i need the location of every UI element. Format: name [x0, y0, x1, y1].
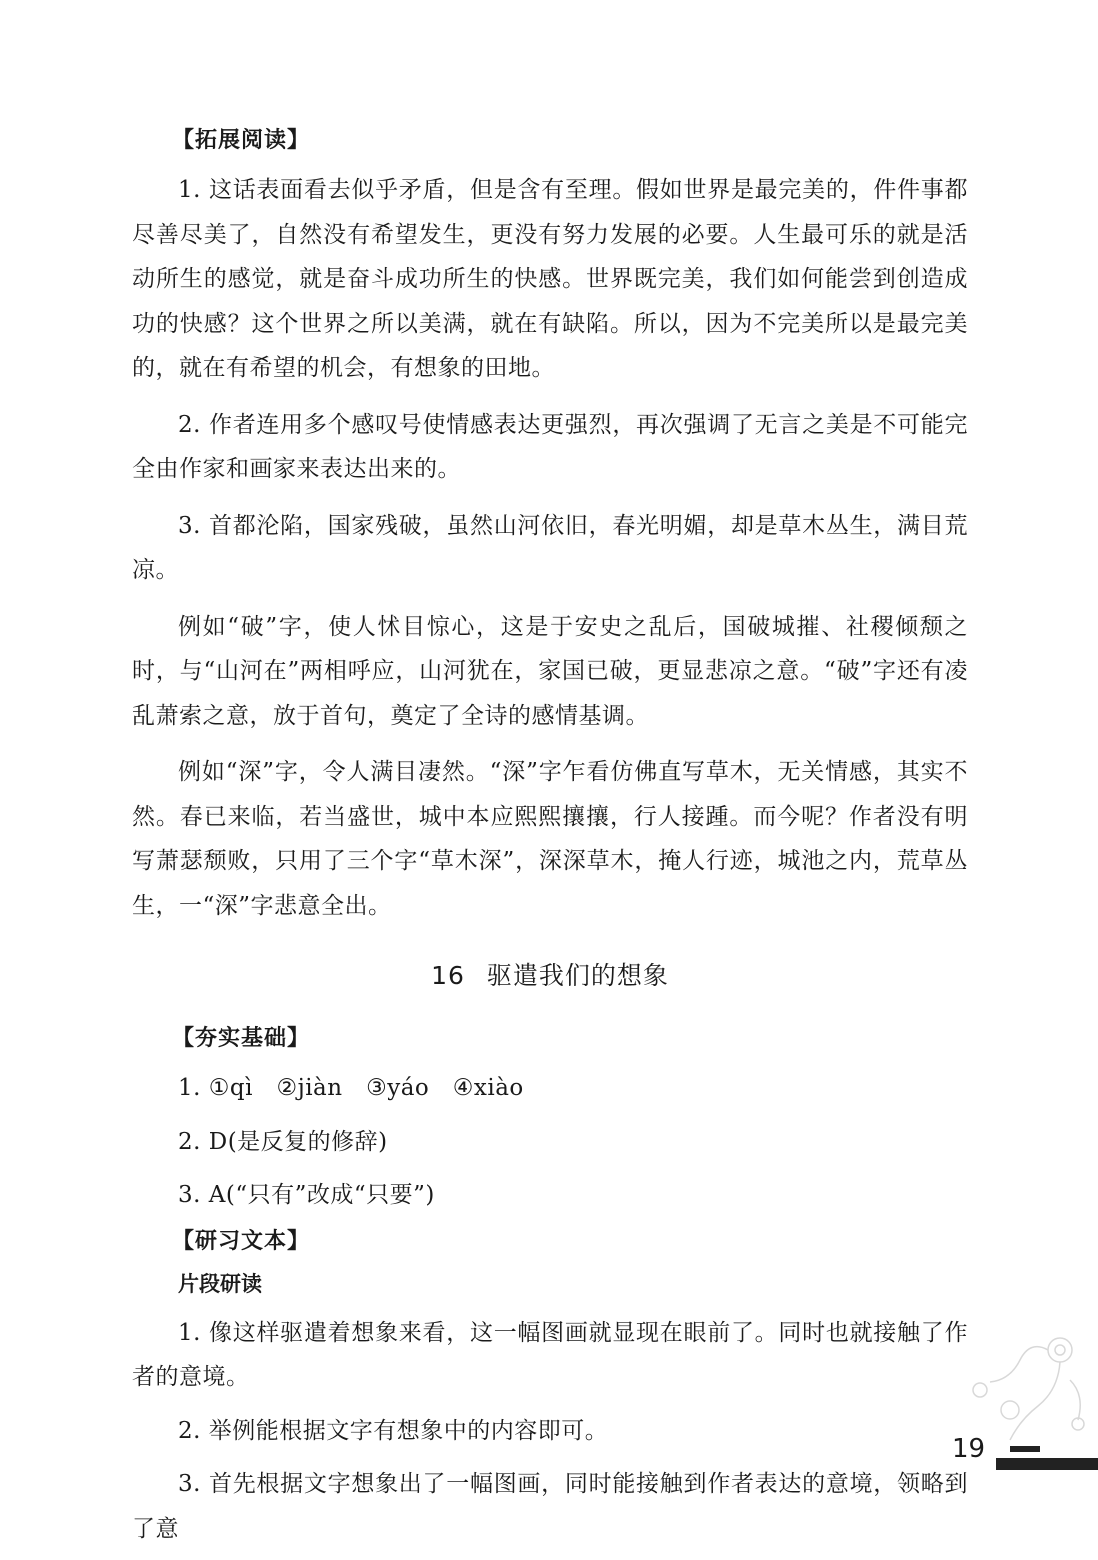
- subheading-excerpt-reading: 片段研读: [178, 1271, 262, 1296]
- answer-item: 3. A(“只有”改成“只要”): [178, 1182, 435, 1208]
- lesson-title-text: 驱遣我们的想象: [486, 961, 669, 990]
- answer-paragraph: 2. 作者连用多个感叹号使情感表达更强烈，再次强调了无言之美是不可能完全由作家和画家来表达出来的。: [132, 411, 968, 482]
- lesson-title: [132, 958, 968, 994]
- page-content: [132, 126, 968, 1560]
- answer-paragraph: 1. 这话表面看去似乎矛盾，但是含有至理。假如世界是最完美的，件件事都尽善尽美了，自然没有希望发生，更没有努力发展的必要。人生最可乐的就是活动所生的感觉，就是奋斗成功所生的快感。世界既完美，我们如何能尝到创造成功的快感？这个世界之所以美满，就在有缺陷。所以，因为不完美所以是最完美的，就在有希望的机会，有想象的田地。: [132, 177, 968, 381]
- answer-paragraph: 例如“破”字，使人怵目惊心，这是于安史之乱后，国破城摧、社稷倾颓之时，与“山河在”两相呼应，山河犹在，家国已破，更显悲凉之意。“破”字还有凌乱萧索之意，放于首句，奠定了全诗的感情基调。: [132, 613, 968, 729]
- answer-item: 3. 首先根据文字想象出了一幅图画，同时能接触到作者表达的意境，领略到了意: [132, 1471, 968, 1542]
- section-heading-basics: 【夯实基础】: [172, 1026, 311, 1051]
- answer-item: 2. 举例能根据文字有想象中的内容即可。: [178, 1417, 609, 1444]
- section-heading-text-study: 【研习文本】: [172, 1228, 311, 1254]
- page-number: 19: [952, 1434, 986, 1464]
- answer-paragraph: 例如“深”字，令人满目凄然。“深”字乍看仿佛直写草木，无关情感，其实不然。春已来临，若当盛世，城中本应熙熙攘攘，行人接踵。而今呢？作者没有明写萧瑟颓败，只用了三个字“草木深”，深深草木，掩人行迹，城池之内，荒草丛生，一“深”字悲意全出。: [132, 759, 968, 919]
- section-heading-extended-reading: 【拓展阅读】: [172, 128, 311, 153]
- answer-paragraph: 3. 首都沦陷，国家残破，虽然山河依旧，春光明媚，却是草木丛生，满目荒凉。: [132, 512, 968, 583]
- lesson-number: 16: [431, 961, 465, 990]
- answer-item: 2. D(是反复的修辞): [178, 1128, 388, 1155]
- answer-item: 1. 像这样驱遣着想象来看，这一幅图画就显现在眼前了。同时也就接触了作者的意境。: [132, 1319, 968, 1390]
- page-corner-decoration: [1010, 1446, 1040, 1452]
- answer-item: 1. ①qì ②jiàn ③yáo ④xiào: [178, 1075, 524, 1101]
- page-corner-bar: [996, 1458, 1098, 1470]
